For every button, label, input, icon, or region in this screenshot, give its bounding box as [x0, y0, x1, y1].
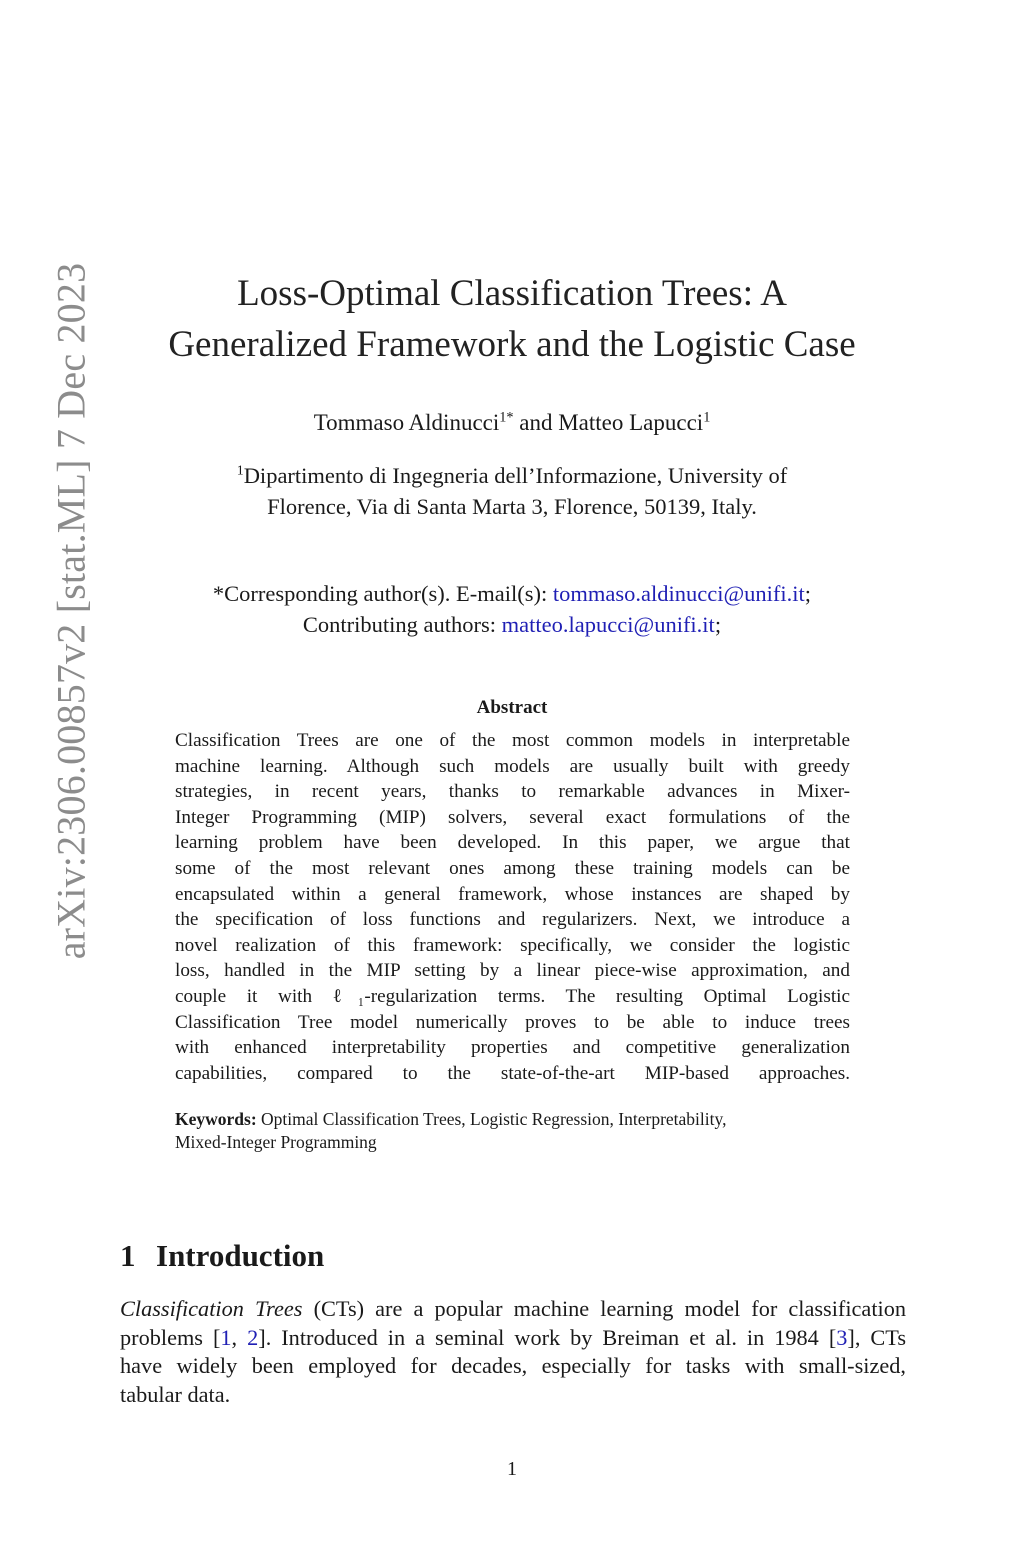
contributing-label: Contributing authors:: [302, 612, 502, 637]
correspondence: [120, 578, 904, 640]
intro-line-2-b: ]. Introduced in a seminal work by Breiman et al. in 1984 [: [258, 1324, 837, 1350]
affiliation: [120, 460, 904, 522]
abstract-line: encapsulated within a general framework, whose instances are shaped by: [175, 883, 850, 905]
intro-line-3: have widely been employed for decades, especially for tasks with small-sized,: [120, 1353, 906, 1378]
affiliation-line-1: Dipartimento di Ingegneria dell’Informazione, University of: [243, 463, 788, 488]
contributing-email-link[interactable]: matteo.lapucci@unifi.it: [501, 612, 715, 637]
corresponding-email-link[interactable]: tommaso.aldinucci@unifi.it: [552, 581, 805, 606]
abstract-line: machine learning. Although such models are usually built with greedy: [175, 755, 850, 777]
abstract-line: novel realization of this framework: specifically, we consider the logistic: [175, 934, 850, 956]
intro-line-2-c: ], CTs: [847, 1324, 906, 1350]
title-line-1: Loss-Optimal Classification Trees: A: [237, 273, 787, 314]
abstract-line: learning problem have been developed. In this paper, we argue that: [175, 832, 850, 854]
affiliation-mark: 1: [236, 463, 244, 479]
citation-separator: ,: [231, 1324, 248, 1350]
correspondence-line-2-suffix: ;: [714, 612, 722, 637]
author-conjunction: and: [519, 410, 553, 435]
abstract-line: the specification of loss functions and regularizers. Next, we introduce a: [175, 909, 850, 931]
section-title: Introduction: [156, 1238, 325, 1273]
author-list: [120, 408, 904, 438]
intro-term: Classification Trees: [120, 1296, 303, 1321]
intro-paragraph: [120, 1295, 906, 1409]
title-line-2: Generalized Framework and the Logistic Case: [168, 324, 856, 365]
arxiv-identifier-text: arXiv:2306.00857v2 [stat.ML] 7 Dec 2023: [48, 262, 93, 960]
arxiv-identifier: [48, 200, 93, 1022]
affiliation-line-2: Florence, Via di Santa Marta 3, Florence, 50139, Italy.: [267, 494, 757, 519]
citation-link-1[interactable]: 1: [220, 1324, 232, 1350]
author-2-affiliation-mark: 1: [703, 409, 711, 426]
author-1: Tommaso Aldinucci: [313, 410, 500, 435]
abstract-line: with enhanced interpretability properties and competitive generalization: [175, 1037, 850, 1059]
abstract-line: couple it with ℓ₁-regularization terms. The resulting Optimal Logistic: [175, 985, 850, 1007]
abstract-line: Integer Programming (MIP) solvers, several exact formulations of the: [175, 806, 850, 828]
keywords-line-2: Mixed-Integer Programming: [175, 1132, 377, 1152]
abstract-line: strategies, in recent years, thanks to remarkable advances in Mixer-: [175, 781, 850, 803]
abstract-line: Classification Trees are one of the most common models in interpretable: [175, 730, 850, 751]
section-number: 1: [120, 1238, 136, 1273]
page-number: 1: [507, 1458, 517, 1480]
intro-line-1: (CTs) are a popular machine learning model for classification: [302, 1296, 907, 1321]
abstract-heading: Abstract: [476, 697, 548, 718]
author-2: Matteo Lapucci: [558, 410, 704, 435]
section-heading: [120, 1238, 324, 1274]
keywords: [175, 1108, 855, 1154]
correspondence-label: *Corresponding author(s). E-mail(s):: [212, 581, 553, 606]
intro-line-4: tabular data.: [120, 1381, 231, 1407]
abstract-line: Classification Tree model numerically proves to be able to induce trees: [175, 1011, 850, 1033]
abstract-line: capabilities, compared to the state-of-the-art MIP-based approaches.: [175, 1062, 850, 1084]
correspondence-line-1-suffix: ;: [804, 581, 812, 606]
intro-line-2-a: problems [: [120, 1324, 221, 1350]
citation-link-2[interactable]: 2: [247, 1324, 259, 1350]
abstract-body: [175, 728, 850, 1086]
abstract-line: some of the most relevant ones among these training models can be: [175, 857, 850, 879]
author-1-affiliation-mark: 1*: [499, 409, 514, 426]
keywords-line-1: Optimal Classification Trees, Logistic Regression, Interpretability,: [256, 1109, 727, 1129]
paper-title: [120, 268, 904, 370]
abstract-line: loss, handled in the MIP setting by a linear piece-wise approximation, and: [175, 960, 850, 982]
citation-link-3[interactable]: 3: [836, 1324, 848, 1350]
keywords-label: Keywords:: [175, 1109, 257, 1129]
